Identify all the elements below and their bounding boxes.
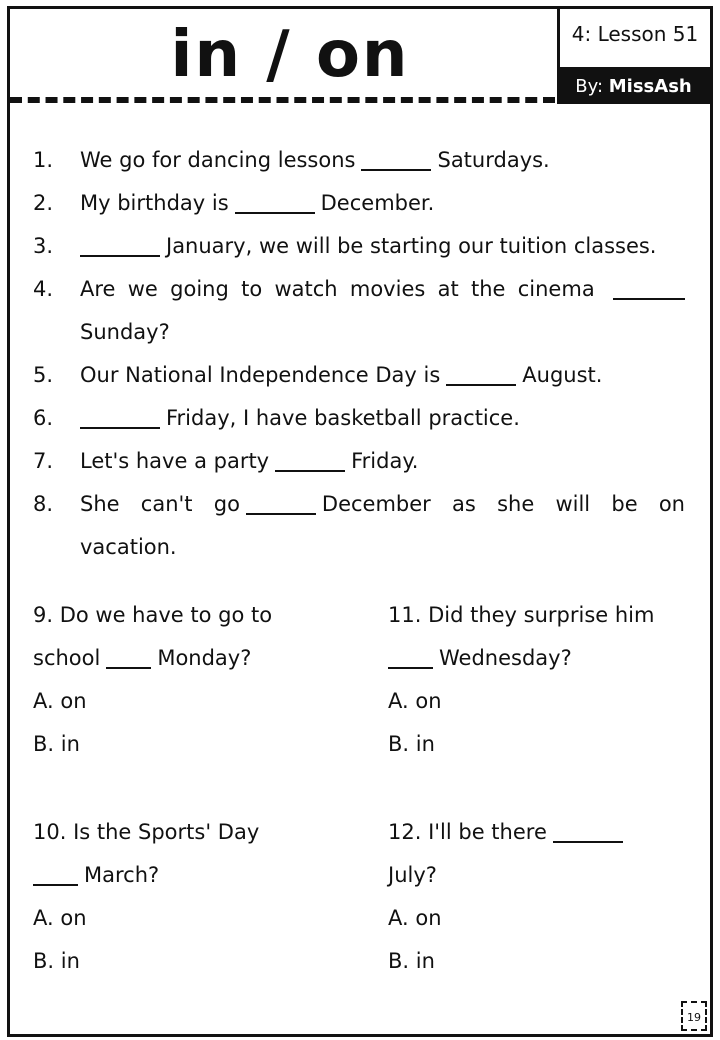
answer-blank[interactable]: [613, 297, 685, 300]
mcq-text-after: Wednesday?: [439, 646, 572, 670]
question-text-continued: [80, 311, 685, 354]
mcq-option-b[interactable]: B. in: [33, 732, 80, 756]
mcq-question-10: [33, 811, 353, 983]
author-prefix: By:: [575, 76, 604, 97]
mcq-text-after: March?: [84, 863, 160, 887]
question-text-before: She can't go: [80, 492, 240, 516]
answer-blank[interactable]: [80, 426, 160, 429]
mcq-question-text: [388, 811, 698, 854]
answer-blank[interactable]: [446, 383, 516, 386]
question-text: [80, 182, 685, 225]
mcq-question-text-continued: [33, 637, 353, 680]
question-text-after: December as she will be on vacation.: [80, 492, 685, 559]
question-number: 3.: [33, 234, 54, 258]
question-text: [80, 268, 685, 311]
lesson-label: 4: Lesson 51: [557, 9, 710, 70]
answer-blank[interactable]: [106, 666, 151, 669]
question-text: [80, 139, 685, 182]
question-text: [80, 225, 685, 268]
question-text-before: My birthday is: [80, 191, 229, 215]
question-text-before: Our National Independence Day is: [80, 363, 441, 387]
answer-blank[interactable]: [33, 883, 78, 886]
question-text-after: January, we will be starting our tuition classes.: [166, 234, 657, 258]
mcq-text-before: 12. I'll be there: [388, 820, 547, 844]
answer-blank[interactable]: [275, 469, 345, 472]
answer-blank[interactable]: [388, 666, 433, 669]
mcq-option-b[interactable]: B. in: [388, 732, 435, 756]
answer-blank[interactable]: [361, 168, 431, 171]
question-number: 6.: [33, 406, 54, 430]
mcq-question-text-continued: July?: [388, 863, 437, 887]
mcq-option-a[interactable]: A. on: [33, 689, 87, 713]
mcq-option-a[interactable]: A. on: [33, 906, 87, 930]
question-number: 7.: [33, 449, 54, 473]
question-number: 4.: [33, 277, 54, 301]
author-badge: [557, 70, 710, 104]
mcq-option-b[interactable]: B. in: [33, 949, 80, 973]
mcq-question-11: [388, 594, 698, 766]
question-number: 5.: [33, 363, 54, 387]
mcq-question-9: [33, 594, 353, 766]
question-text: [80, 354, 685, 397]
answer-blank[interactable]: [246, 512, 316, 515]
question-text-after: December.: [320, 191, 435, 215]
answer-blank[interactable]: [80, 254, 160, 257]
worksheet-page: [7, 6, 713, 1037]
question-text-before: Let's have a party: [80, 449, 270, 473]
mcq-question-12: [388, 811, 698, 983]
question-text: [80, 440, 685, 483]
page-number: 19: [681, 1001, 707, 1031]
question-text-before: Are we going to watch movies at the cinema: [80, 277, 595, 301]
mcq-question-text: 9. Do we have to go to: [33, 603, 273, 627]
mcq-question-text-continued: [33, 854, 353, 897]
mcq-question-text: 11. Did they surprise him: [388, 603, 655, 627]
mcq-option-b[interactable]: B. in: [388, 949, 435, 973]
mcq-option-a[interactable]: A. on: [388, 689, 442, 713]
page-title: in / on: [170, 18, 410, 92]
mcq-text-after: Monday?: [157, 646, 252, 670]
mcq-text-before: school: [33, 646, 101, 670]
mcq-option-a[interactable]: A. on: [388, 906, 442, 930]
question-text-after: August.: [522, 363, 603, 387]
question-text-after: Friday.: [351, 449, 419, 473]
mcq-question-text-continued: [388, 637, 698, 680]
question-number: 1.: [33, 148, 54, 172]
question-number: 8.: [33, 492, 54, 516]
question-text-before: We go for dancing lessons: [80, 148, 356, 172]
question-text-after: Saturdays.: [437, 148, 550, 172]
question-text: [80, 397, 685, 440]
question-text: [80, 483, 685, 569]
question-text-after: Sunday?: [80, 320, 170, 344]
author-name: MissAsh: [608, 76, 692, 97]
answer-blank[interactable]: [553, 840, 623, 843]
mcq-question-text: 10. Is the Sports' Day: [33, 820, 260, 844]
answer-blank[interactable]: [235, 211, 315, 214]
header-divider: [10, 97, 555, 103]
question-number: 2.: [33, 191, 54, 215]
question-text-after: Friday, I have basketball practice.: [166, 406, 520, 430]
